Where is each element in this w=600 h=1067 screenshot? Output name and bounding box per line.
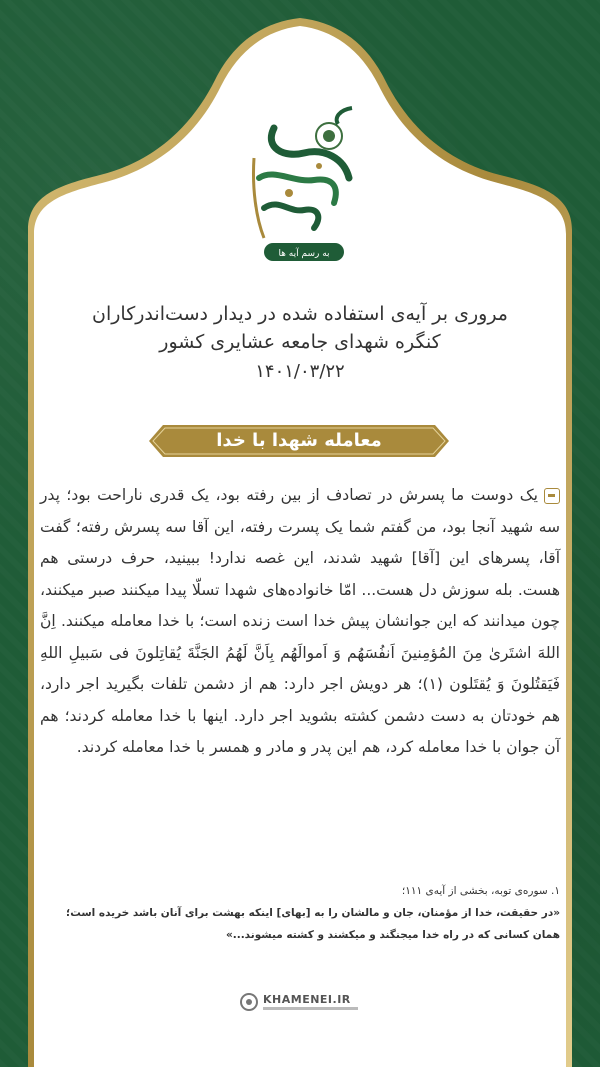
calligraphy-logo: [234, 88, 374, 278]
quote-icon: [544, 488, 560, 504]
footnote-ref: ۱. سوره‌ی توبه، بخشی از آیه‌ی ۱۱۱؛: [401, 885, 560, 897]
footnote-line2: همان کسانی که در راه خدا میجنگند و میکشند و کشته میشوند...»: [225, 929, 560, 941]
footer-site: KHAMENEI.IR: [263, 993, 351, 1006]
title-banner: [149, 423, 449, 459]
footnote-line1: «در حقیقت، خدا از مؤمنان، جان و مالشان را به [بهای] اینکه بهشت برای آنان باشد خریده است؛: [66, 907, 560, 919]
header-line2: کنگره شهدای جامعه عشایری کشور: [159, 331, 441, 353]
section-title: معامله شهدا با خدا: [216, 430, 382, 451]
footer-logo: [239, 990, 364, 1016]
content-panel: [34, 0, 566, 1067]
logo-badge-text: به رسم آیه ها: [278, 249, 330, 259]
header: [34, 300, 566, 386]
body-paragraph: [40, 480, 560, 764]
body-text: یک دوست ما پسرش در تصادف از بین رفته بود، یک قدری ناراحت بود؛ پدر سه شهید آنجا بود، من گفتم شما یک پسرت رفته، این آقا سه پسرش رفته؛ گفت آقا، پسرهای این [آقا] شهید شدند، این غصه ندارد! ببینید، حرف درستی هم هست. بله سوزش دل هست... امّا خانواده‌های شهدا تسلّا پیدا میکنند صبر میکنند، چون میدانند که این جوانشان پیش خدا است زنده است؛ با خدا معامله میکنند. اِنَّ اللهَ اشتَریٰ مِنَ المُؤمِنینَ اَنفُسَهُم وَ اَموالَهُم بِاَنَّ لَهُمُ الجَنَّةَ یُقاتِلونَ فی سَبیلِ اللهِ فَیَقتُلونَ وَ یُقتَلون (۱)؛ هر دویش اجر دارد: هم از دشمن تلفات بگیرید اجر دارد، هم خودتان به دست دشمن کشته بشوید اجر دارد. اینها با خدا معامله کردند؛ هم آن جوان با خدا معامله کرد، هم این پدر و مادر و همسر با خدا معامله کردند.: [40, 486, 560, 756]
header-line1: مروری بر آیه‌ی استفاده شده در دیدار دست‌اندرکاران: [92, 303, 508, 325]
khamenei-emblem-icon: [239, 992, 259, 1012]
header-date: ۱۴۰۱/۰۳/۲۲: [255, 361, 345, 382]
footnote: [40, 880, 560, 946]
footer-subline: [263, 1007, 358, 1010]
